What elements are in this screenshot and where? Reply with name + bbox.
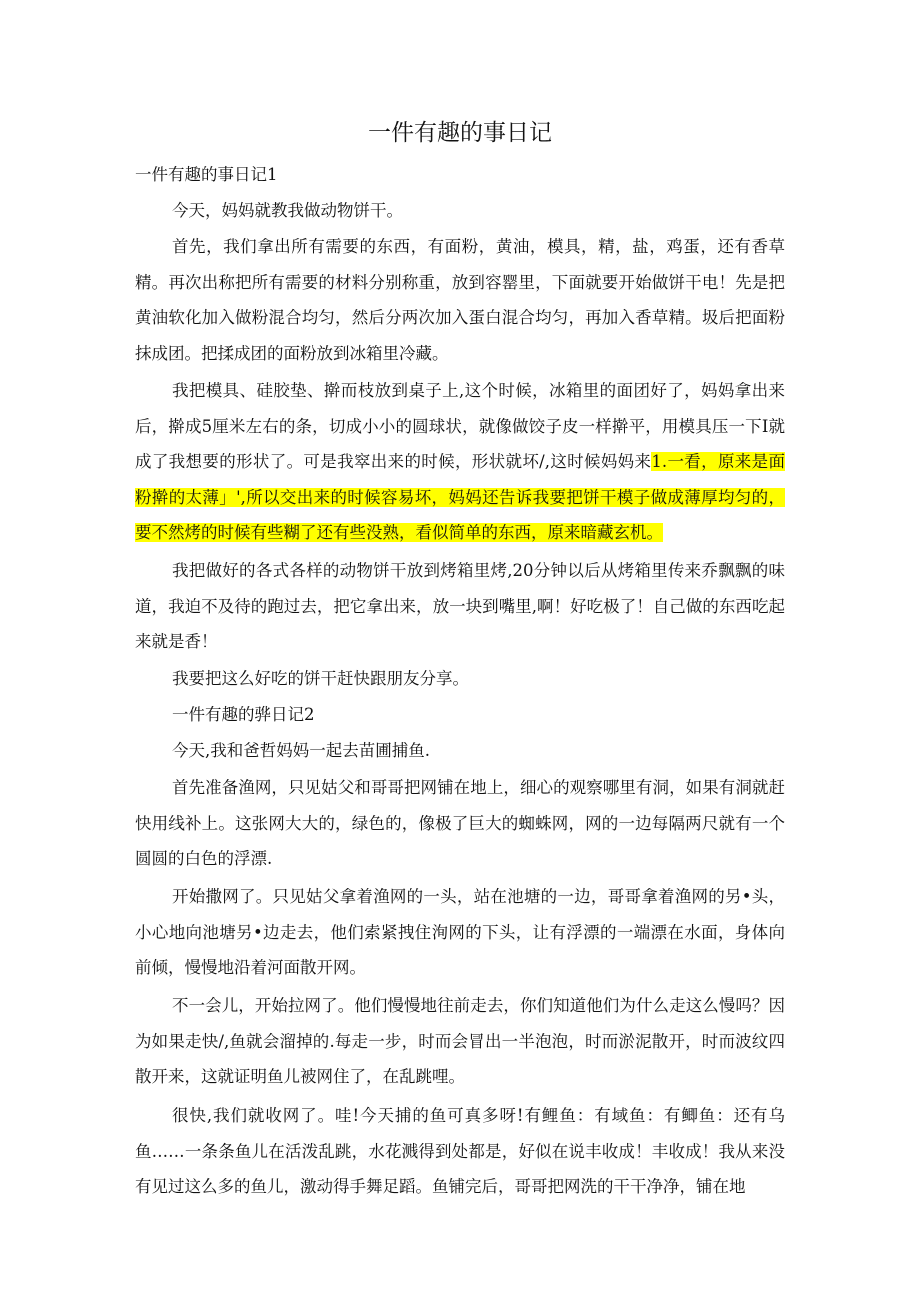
entry1-paragraph-1: 今天，妈妈就教我做动物饼干。 bbox=[172, 201, 403, 220]
entry2-paragraph-3: 开始撒网了。只见姑父拿着渔网的一头，站在池塘的一边，哥哥拿着渔网的另•头，小心地向池塘另•边走去，他们索紧拽住洵网的下头，让有浮漂的一端漂在水面，身体向前倾，慢慢地沿着河面散开网。 bbox=[135, 887, 785, 977]
entry1-paragraph-3 bbox=[135, 373, 785, 551]
entry2-paragraph-1: 今天,我和爸哲妈妈一起去苗圃捕鱼. bbox=[172, 741, 430, 760]
entry1-paragraph-3-text: 我把模具、硅胶垫、擀而枝放到桌子上,这个时候，冰箱里的面团好了，妈妈拿出来后，擀成5厘米左右的条，切成小小的圆球状，就像做饺子皮一样擀平，用模具压一下I就成了我想要的形状了。可是我窣出来的时候，形状就坏/,这时候妈妈来 bbox=[135, 381, 785, 471]
entry2-paragraph-2: 首先准备渔网，只见姑父和哥哥把网铺在地上，细心的观察哪里有洞，如果有洞就赶快用线补上。这张网大大的，绿色的，像极了巨大的蜘蛛网，网的一边每隔两尺就有一个圆圆的白色的浮漂. bbox=[135, 778, 785, 868]
entry1-paragraph-2: 首先，我们拿出所有需要的东西，有面粉，黄油，模具，精，盐，鸡蛋，还有香草精。再次出称把所有需要的材料分别称重，放到容罂里，下面就要开始做饼干电！先是把黄油软化加入做粉混合均匀，然后分两次加入蛋白混合均匀，再加入香草精。圾后把面粉抹成团。把揉成团的面粉放到冰箱里冷藏。 bbox=[135, 237, 785, 363]
entry1-heading: 一件有趣的事日记1 bbox=[135, 165, 278, 184]
entry1-paragraph-4: 我把做好的各式各样的动物饼干放到烤箱里烤,20分钟以后从烤箱里传来乔飘飘的味道，我迫不及待的跑过去，把它拿出来，放一块到嘴里,啊！好吃极了！自己做的东西吃起来就是香！ bbox=[135, 561, 785, 651]
entry2-paragraph-5: 很快,我们就收网了。哇!今天捕的鱼可真多呀!有鲤鱼：有域鱼：有鲫鱼：还有乌鱼……一条条鱼儿在活泼乱跳，水花溅得到处都是，好似在说丰收成！丰收成！我从来没有见过这么多的鱼儿，激动得手舞足蹈。鱼铺完后，哥哥把网洗的干干净净，铺在地 bbox=[135, 1106, 785, 1196]
document-title: 一件有趣的事日记 bbox=[368, 120, 552, 146]
highlighted-text: 1.一看，原来是面粉擀的太薄」',所以交出来的时候容易坏，妈妈还告诉我要把饼干模子做成薄厚均匀的，要不然烤的时候有些糊了还有些没熟，看似简单的东西，原来暗藏玄机。 bbox=[135, 452, 785, 542]
entry1-paragraph-5: 我要把这么好吃的饼干赶快跟朋友分享。 bbox=[172, 669, 469, 688]
entry2-heading: 一件有趣的骅日记2 bbox=[172, 705, 315, 724]
entry2-paragraph-4: 不一会儿，开始拉网了。他们慢慢地往前走去，你们知道他们为什么走这么慢吗？因为如果走快/,鱼就会溜掉的.每走一步，时而会冒出一半泡泡，时而淤泥散开，时而波纹四散开来，这就证明鱼儿被网住了，在乱跳哩。 bbox=[135, 996, 785, 1086]
